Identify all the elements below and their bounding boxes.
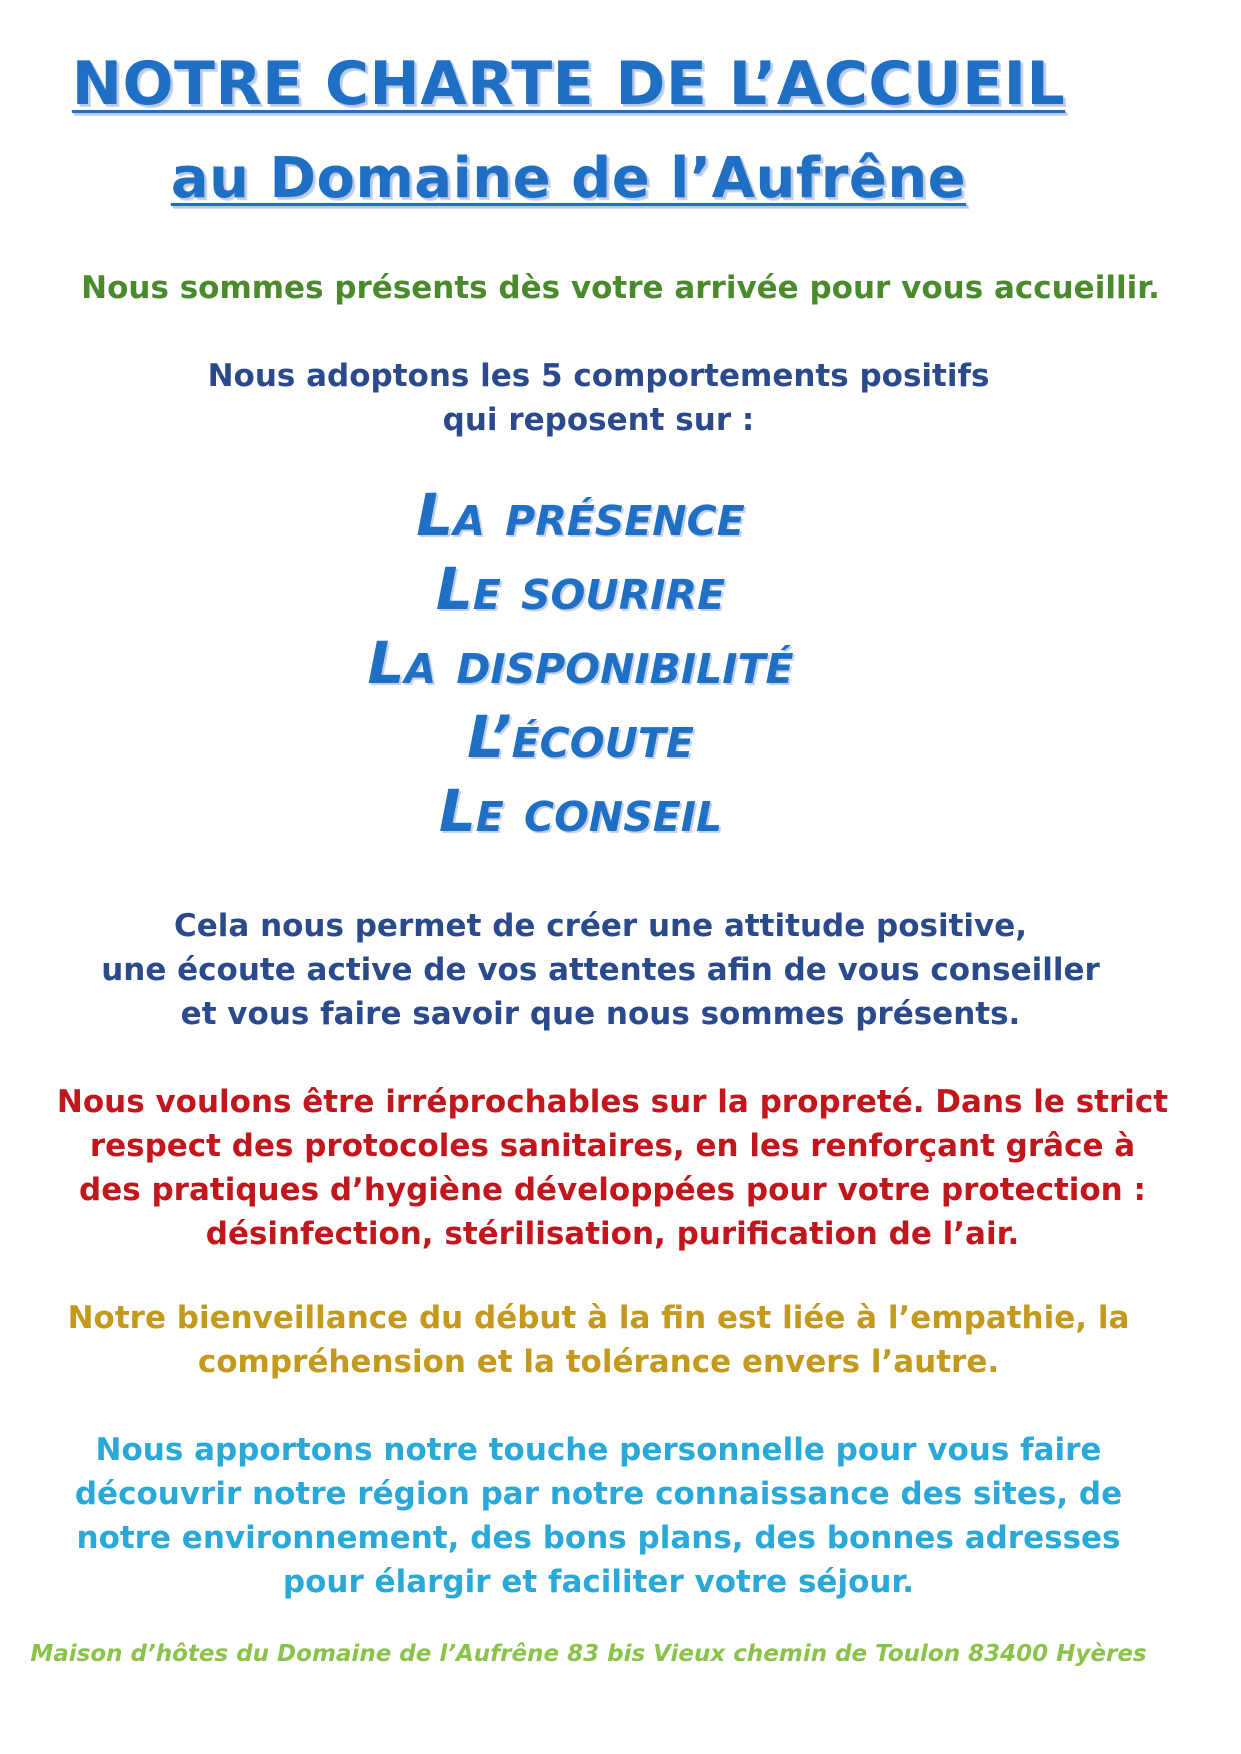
adopt-paragraph — [0, 354, 1219, 442]
behavior-presence: La présence — [416, 481, 745, 549]
touche-line: pour élargir et faciliter votre séjour. — [282, 1564, 915, 1600]
proprete-paragraph — [0, 1080, 1233, 1256]
bienveillance-paragraph — [0, 1296, 1219, 1384]
bienveillance-line: compréhension et la tolérance envers l’autre. — [197, 1344, 1000, 1380]
proprete-line: Nous voulons être irréprochables sur la propreté. Dans le strict — [56, 1084, 1169, 1120]
behavior-conseil: Le conseil — [438, 777, 723, 845]
proprete-line: respect des protocoles sanitaires, en les renforçant grâce à — [89, 1128, 1136, 1164]
touche-line: découvrir notre région par notre connaissance des sites, de — [74, 1476, 1123, 1512]
proprete-line: désinfection, stérilisation, purification de l’air. — [205, 1216, 1020, 1252]
behavior-disponibilite: La disponibilité — [367, 629, 794, 697]
intro-text: Nous sommes présents dès votre arrivée pour vous accueillir. — [81, 270, 1160, 306]
touche-line: notre environnement, des bons plans, des bonnes adresses — [76, 1520, 1121, 1556]
touche-line: Nous apportons notre touche personnelle pour vous faire — [95, 1432, 1102, 1468]
proprete-line: des pratiques d’hygiène développées pour votre protection : — [79, 1172, 1146, 1208]
page-title: NOTRE CHARTE DE L’ACCUEIL — [71, 49, 1066, 119]
footer-address: Maison d’hôtes du Domaine de l’Aufrêne 83 bis Vieux chemin de Toulon 83400 Hyères — [30, 1641, 1147, 1667]
attitude-paragraph — [0, 904, 1221, 1036]
attitude-line: et vous faire savoir que nous sommes présents. — [180, 996, 1021, 1032]
attitude-line: une écoute active de vos attentes afin de vous conseiller — [101, 952, 1100, 988]
behavior-ecoute: L’écoute — [467, 703, 694, 771]
adopt-line: qui reposent sur : — [442, 402, 755, 438]
bienveillance-line: Notre bienveillance du début à la fin est liée à l’empathie, la — [67, 1300, 1130, 1336]
behavior-sourire: Le sourire — [435, 555, 726, 623]
behaviors-list — [0, 478, 1201, 848]
touche-paragraph — [0, 1428, 1219, 1604]
attitude-line: Cela nous permet de créer une attitude positive, — [173, 908, 1028, 944]
adopt-line: Nous adoptons les 5 comportements positifs — [207, 358, 990, 394]
page-subtitle: au Domaine de l’Aufrêne — [170, 146, 967, 211]
